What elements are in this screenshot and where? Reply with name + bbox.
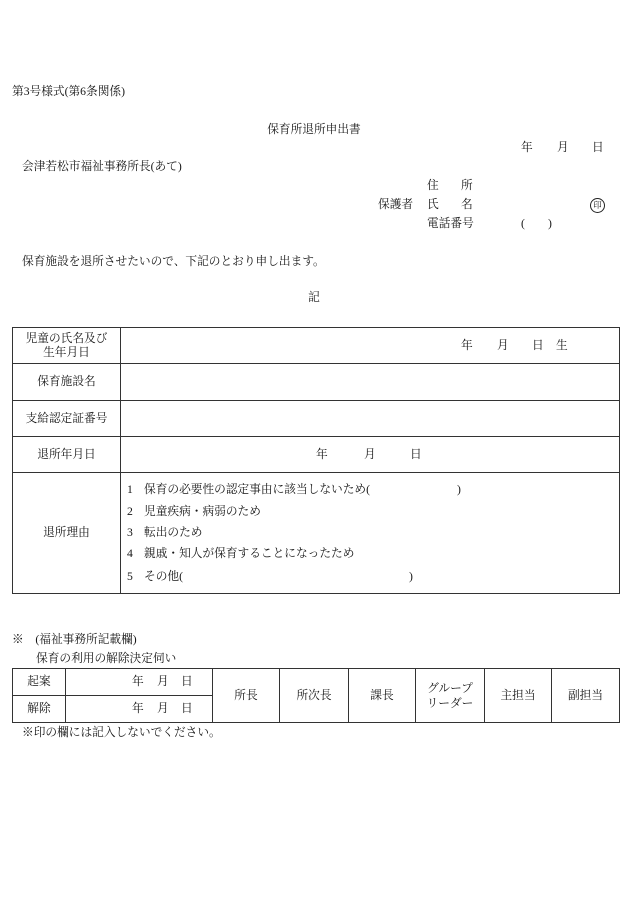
withdrawal-table <box>12 327 620 594</box>
approver-deputy-director <box>280 669 349 723</box>
reason-1-paren-close: ) <box>457 483 461 496</box>
approver-director-label: 所長 <box>234 689 258 702</box>
child-label-line-1: 児童の氏名及び <box>25 331 108 345</box>
reason-4-text: 親戚・知人が保育することになったため <box>144 547 355 560</box>
table-row-facility <box>13 364 620 401</box>
office-subheading: 保育の利用の解除決定伺い <box>36 652 177 665</box>
release-year-unit: 年 <box>132 702 144 715</box>
date-day-unit: 日 <box>592 141 604 154</box>
draft-month-unit: 月 <box>157 675 169 688</box>
release-label: 解除 <box>13 696 66 723</box>
date-month-unit: 月 <box>557 141 569 154</box>
reason-3-text: 転出のため <box>144 526 203 539</box>
name-label-2: 名 <box>461 198 473 211</box>
reason-list-cell <box>121 473 620 594</box>
approver-group-leader-line-2: リーダー <box>426 696 474 710</box>
reason-2-text: 児童疾病・病弱のため <box>144 505 261 518</box>
table-row-draft <box>13 669 620 696</box>
withdrawal-year-unit: 年 <box>316 448 328 461</box>
table-row-certificate <box>13 401 620 437</box>
withdrawal-month-unit: 月 <box>364 448 376 461</box>
phone-paren-open: ( <box>521 217 525 230</box>
phone-paren-close: ) <box>548 217 552 230</box>
date-year-unit: 年 <box>521 141 533 154</box>
addressee: 会津若松市福祉事務所長(あて) <box>22 160 182 173</box>
approver-sub-staff <box>552 669 620 723</box>
office-heading: ※ (福祉事務所記載欄) <box>12 633 137 646</box>
table-row-reason <box>13 473 620 594</box>
form-title: 保育所退所申出書 <box>267 123 361 136</box>
birth-suffix: 生 <box>556 339 568 352</box>
approver-deputy-director-label: 所次長 <box>296 689 332 702</box>
approver-group-leader <box>416 669 485 723</box>
reason-label: 退所理由 <box>13 473 121 594</box>
birth-month-unit: 月 <box>497 339 509 352</box>
reason-1-number: 1 <box>127 483 133 496</box>
birth-year-unit: 年 <box>461 339 473 352</box>
address-label-1: 住 <box>427 179 439 192</box>
approver-lead-staff-label: 主担当 <box>500 689 536 702</box>
release-day-unit: 日 <box>181 702 193 715</box>
address-label-2: 所 <box>461 179 473 192</box>
reason-3-number: 3 <box>127 526 133 539</box>
facility-value-cell <box>121 364 620 401</box>
footnote: ※印の欄には記入しないでください。 <box>22 726 221 739</box>
name-label-1: 氏 <box>427 198 439 211</box>
phone-label: 電話番号 <box>427 217 474 230</box>
certificate-value-cell <box>121 401 620 437</box>
form-number: 第3号様式(第6条関係) <box>12 85 125 98</box>
withdrawal-date-label: 退所年月日 <box>13 437 121 473</box>
approver-lead-staff <box>485 669 552 723</box>
reason-5-text: その他( <box>144 570 183 583</box>
table-row-child <box>13 328 620 364</box>
certificate-label: 支給認定証番号 <box>13 401 121 437</box>
note-heading: 記 <box>308 291 320 304</box>
child-value-cell <box>121 328 620 364</box>
table-row-withdrawal-date <box>13 437 620 473</box>
draft-date-cell <box>66 669 213 696</box>
draft-day-unit: 日 <box>181 675 193 688</box>
approver-section-chief <box>349 669 416 723</box>
guardian-label: 保護者 <box>378 198 414 211</box>
statement: 保育施設を退所させたいので、下記のとおり申し出ます。 <box>22 255 325 268</box>
approval-table <box>12 668 620 723</box>
draft-label: 起案 <box>13 669 66 696</box>
draft-year-unit: 年 <box>132 675 144 688</box>
facility-label: 保育施設名 <box>13 364 121 401</box>
withdrawal-day-unit: 日 <box>410 448 422 461</box>
release-date-cell <box>66 696 213 723</box>
reason-4-number: 4 <box>127 547 133 560</box>
approver-director <box>213 669 280 723</box>
child-label-line-2: 生年月日 <box>43 345 90 359</box>
reason-2-number: 2 <box>127 505 133 518</box>
birth-day-unit: 日 <box>532 339 544 352</box>
release-month-unit: 月 <box>157 702 169 715</box>
approver-section-chief-label: 課長 <box>370 689 394 702</box>
seal-icon: 印 <box>590 198 605 213</box>
reason-5-paren-close: ) <box>409 570 413 583</box>
approver-group-leader-line-1: グループ <box>427 681 473 695</box>
child-label <box>13 328 121 364</box>
approver-sub-staff-label: 副担当 <box>567 689 604 702</box>
reason-1-text: 保育の必要性の認定事由に該当しないため( <box>144 483 370 496</box>
withdrawal-date-value-cell <box>121 437 620 473</box>
reason-5-number: 5 <box>127 570 133 583</box>
